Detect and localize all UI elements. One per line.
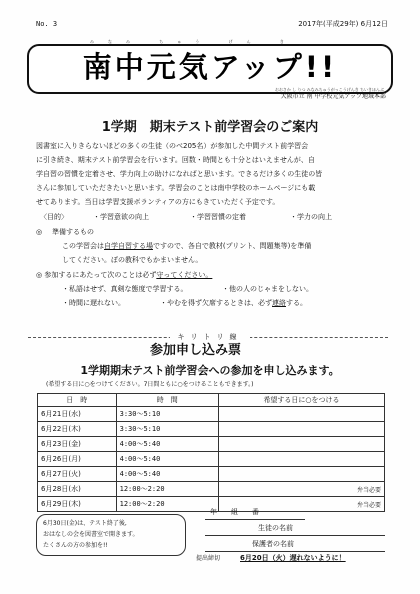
deadline-value: 6月20日（火）遅れないように！ [240, 554, 346, 562]
rule-emphasis: 連絡 [272, 299, 286, 307]
rule-1: ・私語はせず、真剣な態度で学習する。 [62, 285, 188, 293]
prep-line-1 [62, 242, 311, 251]
form-heading: 1学期期末テスト前学習会への参加を申し込みます。 [80, 364, 340, 377]
table-header-row [38, 394, 385, 407]
schedule-table [37, 393, 385, 512]
col-header-choice: 希望する日に○をつける [218, 394, 384, 407]
student-name-label: 生徒の名前 [258, 524, 293, 532]
row-date: 6月28日(水) [38, 482, 117, 497]
prep-text: ですので、各自で教材(プリント、問題集等)を準備 [153, 242, 312, 250]
purpose-item: ・学習習慣の定着 [190, 213, 246, 221]
newsletter-title: 南中元気アップ!! [82, 50, 338, 84]
intro-line-4: さんに参加していただきたいと思います。学習会のことは南中学校のホームページにも載 [36, 184, 316, 192]
issue-date: 2017年(平成29年) 6月12日 [298, 20, 388, 28]
row-time: 3:30〜5:10 [116, 422, 218, 437]
table-row [38, 422, 385, 437]
row-date: 6月22日(木) [38, 422, 117, 437]
col-header-date: 日 時 [38, 394, 117, 407]
intro-line-5: せてあります。当日は学習支援ボランティアの方にもきていただく予定です。 [36, 198, 280, 206]
deadline-label: 提出締切 [196, 555, 221, 562]
row-choice-cell[interactable]: 弁当必要 [218, 497, 384, 512]
purpose-label: 〈目的〉 [40, 213, 68, 221]
row-date: 6月27日(火) [38, 467, 117, 482]
intro-line-2: に引き続き、期末テスト前学習会を行います。回数・時間とも十分とはいえませんが、自 [36, 156, 315, 164]
purpose-item: ・学習意欲の向上 [93, 213, 149, 221]
form-instruction: (希望する日に○をつけてください。7日間ともに○をつけることもできます。) [46, 381, 254, 388]
prep-line-2: してください。ぼの教科でもかまいません。 [62, 256, 203, 264]
row-date: 6月29日(木) [38, 497, 117, 512]
prep-emphasis: 自学自習する場 [104, 242, 153, 250]
row-time: 4:00〜5:40 [116, 467, 218, 482]
grade-class-field: 年 組 番 [210, 508, 259, 516]
guardian-name-label: 保護者の名前 [252, 540, 294, 548]
rule-2: ・他の人のじゃまをしない。 [222, 285, 313, 293]
row-time: 3:30〜5:10 [116, 407, 218, 422]
intro-line-3: 学自習の習慣を定着させ、学力向上の助けになればと思います。できるだけ多くの生徒の皆 [36, 170, 323, 178]
cut-line-label: キリトリ線 [170, 332, 250, 342]
prep-text: この学習会は [62, 242, 104, 250]
organization-name: 大阪市立 南 中学校元気アップ地域本部 [280, 93, 386, 100]
guardian-name-line[interactable] [205, 551, 385, 552]
row-date: 6月26日(月) [38, 452, 117, 467]
row-choice-cell[interactable]: 弁当必要 [218, 482, 384, 497]
notice-heading: 1学期 期末テスト前学習会のご案内 [101, 120, 319, 135]
note-line: たくさんの方の参加を!! [43, 542, 108, 549]
rules-text: 参加するにあたって次のことは必ず [44, 271, 157, 279]
rule-3: ・時間に遅れない。 [62, 299, 125, 307]
row-choice-cell[interactable] [218, 422, 384, 437]
row-choice-cell[interactable] [218, 452, 384, 467]
row-choice-cell[interactable] [218, 437, 384, 452]
table-row [38, 407, 385, 422]
row-choice-cell[interactable] [218, 407, 384, 422]
issue-number: No. 3 [36, 20, 58, 28]
row-time: 12:00〜2:20 [116, 497, 218, 512]
form-title: 参加申し込み票 [150, 343, 242, 358]
rule-text: する。 [286, 299, 307, 307]
note-line: おはなしの会を図書室で開きます。 [43, 531, 139, 538]
title-furigana: みなみ ちゅう げん き [90, 39, 298, 44]
row-time: 4:00〜5:40 [116, 437, 218, 452]
rules-emphasis: 守ってください。 [156, 271, 213, 279]
table-row [38, 452, 385, 467]
org-furigana: おおさか し りつ みなみちゅうがっこうげんき ちいきほんぶ [274, 87, 384, 92]
rule-4 [160, 299, 307, 308]
table-row [38, 482, 385, 497]
note-line: 6月30日(金)は、テスト終了後, [43, 520, 127, 527]
row-date: 6月23日(金) [38, 437, 117, 452]
purpose-item: ・学力の向上 [290, 213, 332, 221]
intro-line-1: 図書室に入りきらないほどの多くの生徒（のべ205名）が参加した中間テスト前学習会 [36, 142, 309, 150]
prep-mark: ◎ [36, 228, 43, 236]
grade-class-line[interactable] [205, 519, 305, 520]
col-header-time: 時 間 [116, 394, 218, 407]
student-name-line[interactable] [205, 535, 385, 536]
prep-title: 準備するもの [52, 228, 94, 236]
rule-text: ・やむを得ず欠席するときは、必ず [160, 299, 272, 307]
rules-title [36, 271, 212, 280]
table-row [38, 467, 385, 482]
row-time: 4:00〜5:40 [116, 452, 218, 467]
row-time: 12:00〜2:20 [116, 482, 218, 497]
table-row [38, 437, 385, 452]
row-choice-cell[interactable] [218, 467, 384, 482]
row-date: 6月21日(水) [38, 407, 117, 422]
rules-mark: ◎ [36, 271, 43, 279]
event-note-box [36, 514, 186, 556]
